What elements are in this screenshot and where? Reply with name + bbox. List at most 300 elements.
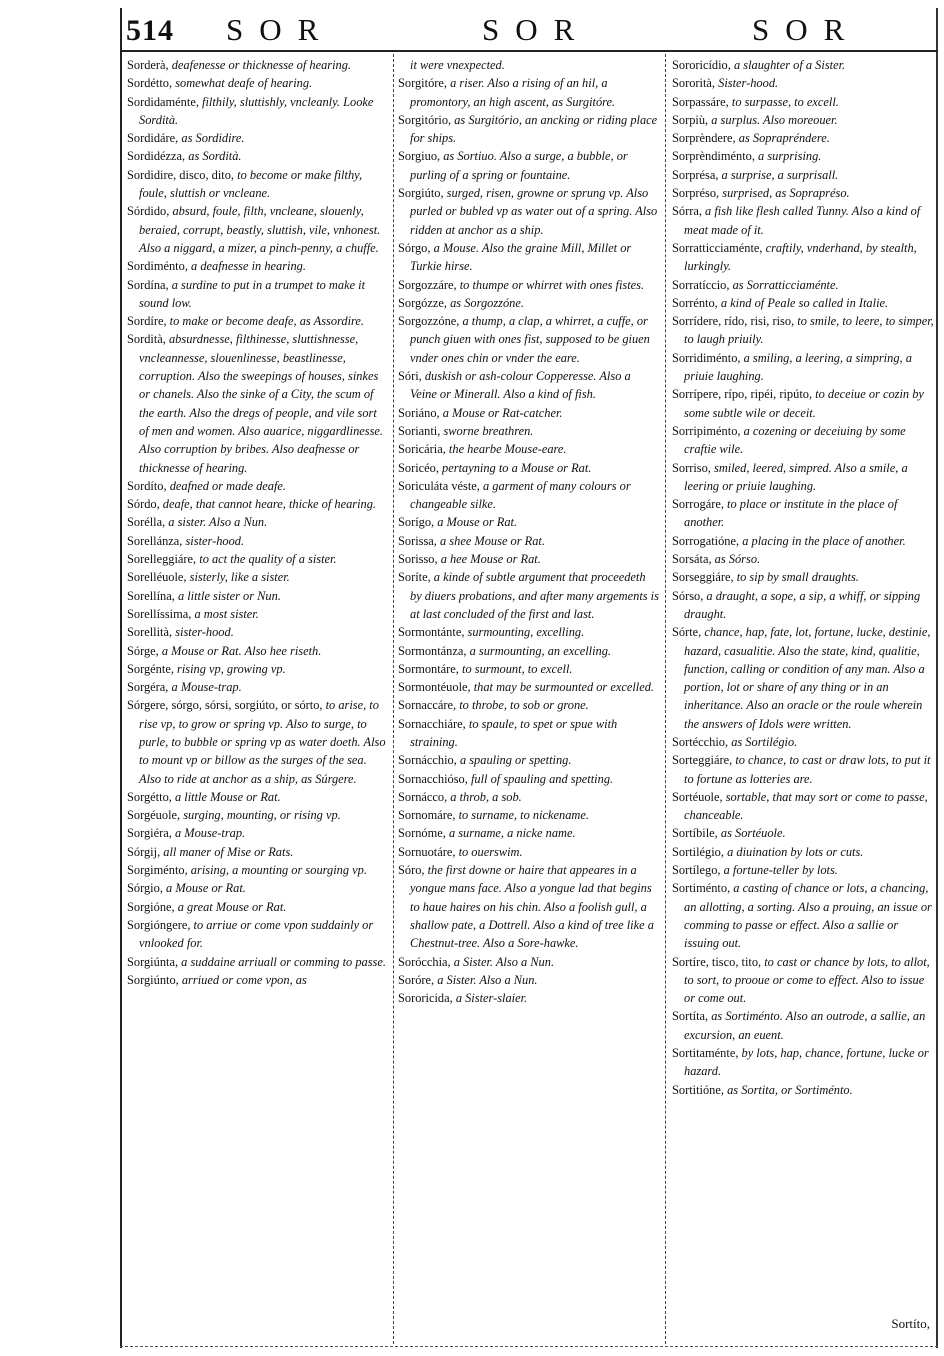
entry-headword: Sordétto, <box>127 76 173 91</box>
entry-headword: Sordità, <box>127 332 166 347</box>
entry-headword: Sorgiuo, <box>398 149 441 164</box>
entry-definition: as Sórso. <box>711 552 761 567</box>
entry-headword: Sortiménto, <box>672 881 731 896</box>
dictionary-entry <box>127 788 387 806</box>
dictionary-entry <box>672 93 934 111</box>
entry-headword: Sorseggiáre, <box>672 570 734 585</box>
dictionary-entry <box>672 788 934 825</box>
dictionary-entry <box>398 367 660 404</box>
entry-definition: Sister-hood. <box>715 76 779 91</box>
dictionary-entry <box>127 642 387 660</box>
entry-headword: Sornuotáre, <box>398 844 456 859</box>
entry-headword: Sortitaménte, <box>672 1046 739 1061</box>
entry-headword: Sororità, <box>672 76 716 91</box>
entry-headword: Sorrídere, rído, risi, riso, <box>672 314 795 329</box>
entry-headword: Sordidire, disco, dito, <box>127 167 235 182</box>
entry-headword: Sórgere, sórgo, sórsi, sorgiúto, or sórto, <box>127 698 323 713</box>
dictionary-entry <box>672 459 934 496</box>
entry-definition: sortable, that may sort or come to passe, chanceable. <box>684 789 928 823</box>
entry-headword: Sortíre, tisco, tito, <box>672 954 762 969</box>
entry-definition: to deceiue or cozin by some subtle wile or deceit. <box>684 387 924 420</box>
dictionary-entry <box>398 239 660 276</box>
entry-definition: to smile, to leere, to simper, to laugh priuily. <box>684 314 934 347</box>
entry-definition: a most sister. <box>191 606 259 621</box>
dictionary-entry <box>672 276 934 294</box>
entry-definition: as Sortéuole. <box>717 826 786 841</box>
entry-headword: Sortílego, <box>672 863 721 878</box>
entry-definition: to surname, to nickename. <box>455 808 589 823</box>
entry-definition: arriued or come vpon, as <box>178 972 307 987</box>
entry-headword: Sorélla, <box>127 515 166 530</box>
dictionary-entry <box>127 843 387 861</box>
dictionary-entry <box>672 953 934 1008</box>
entry-headword: Sorprésa, <box>672 167 719 182</box>
dictionary-entry <box>672 129 934 147</box>
entry-headword: Sordidézza, <box>127 149 186 164</box>
dictionary-entry <box>398 147 660 184</box>
entry-definition: deafned or made deafe. <box>166 478 286 493</box>
entry-headword: Sormontéuole, <box>398 680 471 695</box>
dictionary-entry <box>672 1007 934 1044</box>
entry-definition: to surpasse, to excell. <box>728 94 839 109</box>
dictionary-entry <box>127 605 387 623</box>
dictionary-entry <box>672 843 934 861</box>
entry-definition: sister-hood. <box>182 533 245 548</box>
entry-headword: Sorrípere, rípo, ripéi, ripúto, <box>672 387 813 402</box>
entry-definition: a Mouse-trap. <box>171 826 246 841</box>
dictionary-entry <box>398 788 660 806</box>
entry-headword: Sórgio, <box>127 881 163 896</box>
entry-definition: to become or make filthy, foule, sluttish or vncleane. <box>139 167 363 201</box>
entry-definition: a cozening or deceiuing by some craftie wile. <box>684 423 906 457</box>
entry-definition: to cast or chance by lots, to allot, to sort, to prooue or come to effect. Also to issue or come out. <box>684 954 930 1006</box>
dictionary-entry <box>398 623 660 641</box>
dictionary-entry <box>127 276 387 313</box>
dictionary-entry <box>672 733 934 751</box>
entry-headword: Sóri, <box>398 369 422 384</box>
entry-definition: to ouerswim. <box>455 844 523 859</box>
entry-headword: Sórgo, <box>398 240 431 255</box>
entry-definition: to act the quality of a sister. <box>196 552 337 567</box>
dictionary-entry <box>398 477 660 514</box>
entry-headword: Sororicídio, <box>672 58 731 72</box>
dictionary-entry <box>398 806 660 824</box>
entry-headword: Sororicida, <box>398 991 453 1006</box>
dictionary-entry <box>672 166 934 184</box>
entry-definition: to sip by small draughts. <box>733 570 859 585</box>
entry-headword: Sordiménto, <box>127 259 188 274</box>
entry-headword: Sornácco, <box>398 789 448 804</box>
entry-headword: Sórso, <box>672 588 704 603</box>
entry-headword: Sorgózze, <box>398 295 447 310</box>
entry-definition: a surname, a nicke name. <box>445 826 576 841</box>
entry-definition: as Sortiuo. Also a surge, a bubble, or purling of a spring or fountaine. <box>410 149 628 182</box>
entry-headword: Sorgiúto, <box>398 186 444 201</box>
entry-definition: a Mouse or Rat. Also hee riseth. <box>158 643 322 658</box>
dictionary-entry <box>127 623 387 641</box>
entry-definition: a deafnesse in hearing. <box>187 259 306 274</box>
dictionary-entry <box>127 678 387 696</box>
entry-definition: a surprise, a surprisall. <box>718 167 839 182</box>
column-middle <box>398 56 660 1346</box>
entry-headword: Sordidaménte, <box>127 94 199 109</box>
entry-definition: as Surgitório, an ancking or riding place for ships. <box>410 112 658 146</box>
entry-headword: Sorriso, <box>672 460 711 475</box>
entry-headword: Sormontáre, <box>398 661 459 676</box>
entry-headword: Sórdo, <box>127 497 160 512</box>
dictionary-entry <box>398 294 660 312</box>
dictionary-entry <box>127 147 387 165</box>
entry-definition: a surplus. Also moreouer. <box>708 112 838 127</box>
entry-definition: a shee Mouse or Rat. <box>436 533 545 548</box>
entry-headword: Sorellíssima, <box>127 606 192 621</box>
entry-definition: as Sorratticciaménte. <box>729 277 839 292</box>
entry-headword: Sorprèndere, <box>672 131 736 146</box>
dictionary-entry <box>127 330 387 476</box>
entry-definition: a Mouse. Also the graine Mill, Millet or Turkie hirse. <box>410 240 632 274</box>
dictionary-entry <box>672 202 934 239</box>
entry-headword: Soriculáta véste, <box>398 478 480 493</box>
entry-definition: craftily, vnderhand, by stealth, lurkingly. <box>684 240 917 274</box>
entry-definition: pertayning to a Mouse or Rat. <box>438 460 592 475</box>
entry-definition: duskish or ash-colour Copperesse. Also a Veine or Minerall. Also a kind of fish. <box>410 369 631 402</box>
entry-headword: Sorgiménto, <box>127 863 188 878</box>
left-margin-rule <box>120 8 122 1348</box>
entry-headword: Sorgozzáre, <box>398 277 457 292</box>
dictionary-entry <box>398 715 660 752</box>
dictionary-entry <box>398 696 660 714</box>
entry-definition: as Sortiménto. Also an outrode, a sallie, an excursion, an euent. <box>684 1009 926 1042</box>
entry-definition: a Sister. Also a Nun. <box>434 972 538 987</box>
entry-definition: the hearbe Mouse-eare. <box>445 442 567 457</box>
entry-definition: a Mouse-trap. <box>168 680 242 695</box>
entry-definition: a little sister or Nun. <box>174 588 281 603</box>
entry-headword: Sorgiúnta, <box>127 954 179 969</box>
entry-definition: a throb, a sob. <box>447 789 522 804</box>
entry-definition: a Mouse or Rat. <box>434 515 518 530</box>
entry-definition: a kind of Peale so called in Italie. <box>717 295 889 310</box>
dictionary-entry <box>672 587 934 624</box>
entry-headword: Sortíbile, <box>672 826 718 841</box>
dictionary-entry <box>672 239 934 276</box>
entry-headword: Sorgozzóne, <box>398 314 460 329</box>
entry-headword: Sortéuole, <box>672 789 723 804</box>
entry-headword: Sordíre, <box>127 314 167 329</box>
dictionary-entry <box>672 532 934 550</box>
entry-definition: a little Mouse or Rat. <box>171 789 281 804</box>
entry-definition: a garment of many colours or changeable silke. <box>410 478 631 512</box>
entry-headword: Sorgéra, <box>127 680 169 695</box>
dictionary-entry <box>127 532 387 550</box>
dictionary-entry <box>398 824 660 842</box>
dictionary-entry <box>672 1044 934 1081</box>
entry-headword: Sormontánte, <box>398 625 465 640</box>
header-rule <box>120 50 938 52</box>
entry-headword: Sorgéuole, <box>127 808 181 823</box>
entry-headword: Sóro, <box>398 863 425 878</box>
dictionary-entry <box>672 184 934 202</box>
entry-definition: smiled, leered, simpred. Also a smile, a leering or priuie laughing. <box>684 460 908 493</box>
dictionary-entry <box>398 56 660 74</box>
entry-definition: surged, risen, growne or sprung vp. Also purled or bubled vp as water out of a spring. Also ridden at anchor as a ship. <box>410 186 658 237</box>
entry-headword: Sorellánza, <box>127 533 183 548</box>
dictionary-entry <box>127 513 387 531</box>
entry-definition: a spauling or spetting. <box>456 753 572 768</box>
dictionary-entry <box>398 751 660 769</box>
entry-headword: Sorellína, <box>127 588 175 603</box>
dictionary-entry <box>398 440 660 458</box>
dictionary-entry <box>672 623 934 733</box>
catchword: Sortíto, <box>891 1316 930 1331</box>
dictionary-entry <box>672 568 934 586</box>
dictionary-entry <box>398 513 660 531</box>
dictionary-entry <box>127 202 387 257</box>
dictionary-entry <box>672 385 934 422</box>
dictionary-entry <box>127 953 387 971</box>
entry-definition: a Sister-slaier. <box>452 991 528 1006</box>
entry-headword: Sórge, <box>127 643 159 658</box>
entry-definition: sworne breathren. <box>440 423 534 438</box>
entry-headword: Sórgij, <box>127 844 161 859</box>
dictionary-entry <box>127 550 387 568</box>
entry-definition: surging, mounting, or rising vp. <box>180 808 341 823</box>
entry-definition: it were vnexpected. <box>410 58 505 72</box>
entry-definition: a fortune-teller by lots. <box>720 863 838 878</box>
dictionary-entry <box>672 74 934 92</box>
dictionary-entry <box>672 824 934 842</box>
entry-definition: that may be surmounted or excelled. <box>470 680 655 695</box>
entry-headword: Sorpréso, <box>672 186 720 201</box>
entry-definition: the first downe or haire that appeares in a yongue mans face. Also a yongue lad that begins to haue haires on his chin. Also a foolish gull, a shallow pate, a Dottrell. Also a kind of tree like a Chestnut-tree. Also a Sore-hawke. <box>410 863 654 951</box>
right-margin-rule <box>936 8 938 1348</box>
dictionary-entry <box>127 971 387 989</box>
running-head-right: SOR <box>752 12 861 47</box>
entry-headword: Sorratticciaménte, <box>672 240 763 255</box>
dictionary-entry <box>672 1081 934 1099</box>
dictionary-entry <box>127 879 387 897</box>
entry-definition: by lots, hap, chance, fortune, lucke or hazard. <box>684 1046 929 1079</box>
dictionary-entry <box>127 257 387 275</box>
entry-definition: as Sortita, or Sortiménto. <box>723 1082 853 1097</box>
entry-headword: Sorgitóre, <box>398 76 447 91</box>
dictionary-entry <box>127 696 387 787</box>
entry-definition: a diuination by lots or cuts. <box>723 844 864 859</box>
dictionary-entry <box>398 971 660 989</box>
dictionary-entry <box>398 568 660 623</box>
entry-headword: Sorratíccio, <box>672 277 730 292</box>
dictionary-entry <box>398 459 660 477</box>
entry-headword: Sorgiúnto, <box>127 972 179 987</box>
entry-definition: as Sordidire. <box>178 131 245 146</box>
entry-headword: Sortécchio, <box>672 734 729 749</box>
entry-headword: Sordína, <box>127 277 169 292</box>
entry-headword: Sorianti, <box>398 423 441 438</box>
dictionary-entry <box>398 660 660 678</box>
entry-definition: chance, hap, fate, lot, fortune, lucke, destinie, hazard, casualitie. Also the state, kind, qualitie, function, calling or condition of any man. Also a portion, lot or share of any thing or in an inheritance. Also an oracle or the roule wherein the answers of Idols were written. <box>684 625 931 731</box>
dictionary-entry <box>127 660 387 678</box>
entry-definition: a surdine to put in a trumpet to make it sound low. <box>139 277 366 310</box>
dictionary-entry <box>127 56 387 74</box>
dictionary-entry <box>127 568 387 586</box>
entry-definition: somewhat deafe of hearing. <box>172 76 313 91</box>
entry-headword: Sórdido, <box>127 204 170 219</box>
dictionary-entry <box>672 111 934 129</box>
entry-definition: a sister. Also a Nun. <box>165 515 268 530</box>
dictionary-entry <box>127 93 387 130</box>
entry-headword: Sorelleggiáre, <box>127 552 197 567</box>
entry-headword: Sortilégio, <box>672 844 724 859</box>
dictionary-entry <box>672 349 934 386</box>
entry-headword: Sorissa, <box>398 533 437 548</box>
dictionary-entry <box>127 74 387 92</box>
entry-headword: Sortitióne, <box>672 1082 724 1097</box>
column-separator <box>665 54 666 1344</box>
dictionary-entry <box>398 770 660 788</box>
entry-definition: to surmount, to excell. <box>458 661 573 676</box>
dictionary-entry <box>398 953 660 971</box>
dictionary-entry <box>672 751 934 788</box>
entry-definition: absurd, foule, filth, vncleane, slouenly, beraied, corrupt, beastly, sluttish, vile, vnhonest. Also a niggard, a mizer, a pinch-penny, a chuffe. <box>139 204 381 255</box>
entry-definition: all maner of Mise or Rats. <box>160 844 294 859</box>
entry-definition: sisterly, like a sister. <box>186 570 290 585</box>
entry-headword: Sornomáre, <box>398 808 456 823</box>
entry-headword: Sornacchiáre, <box>398 716 466 731</box>
entry-definition: a slaughter of a Sister. <box>730 58 846 72</box>
entry-definition: to spaule, to spet or spue with straining. <box>410 716 618 749</box>
dictionary-entry <box>127 166 387 203</box>
entry-definition: a surprising. <box>754 149 822 164</box>
entry-definition: a hee Mouse or Rat. <box>437 552 541 567</box>
entry-headword: Sorpassáre, <box>672 94 729 109</box>
entry-headword: Sorridiménto, <box>672 350 741 365</box>
dictionary-entry <box>398 532 660 550</box>
entry-headword: Sorrénto, <box>672 295 718 310</box>
entry-headword: Sorgitório, <box>398 112 452 127</box>
page-header <box>0 0 944 50</box>
entry-definition: to arise, to rise vp, to grow or spring vp. Also to surge, to purle, to bubble or spring vp as water doeth. Also to mount vp or billow as the surges of the sea. Also to ride at anchor as a ship, as Súrgere. <box>139 698 386 786</box>
entry-definition: arising, a mounting or sourging vp. <box>187 863 367 878</box>
entry-headword: Sornaccáre, <box>398 698 457 713</box>
dictionary-entry <box>672 422 934 459</box>
column-right <box>672 56 934 1346</box>
entry-headword: Soróre, <box>398 972 435 987</box>
entry-definition: deafenesse or thicknesse of hearing. <box>168 58 352 72</box>
entry-headword: Sórte, <box>672 625 702 640</box>
dictionary-entry <box>398 989 660 1007</box>
entry-headword: Sorócchia, <box>398 954 451 969</box>
entry-headword: Sorgióne, <box>127 899 175 914</box>
dictionary-entry <box>398 404 660 422</box>
entry-definition: surprised, as Soprapréso. <box>719 186 850 201</box>
dictionary-entry <box>127 916 387 953</box>
entry-definition: to throbe, to sob or grone. <box>456 698 589 713</box>
dictionary-entry <box>127 806 387 824</box>
dictionary-entry <box>672 294 934 312</box>
entry-definition: to thumpe or whirret with ones fistes. <box>456 277 645 292</box>
dictionary-entry <box>672 861 934 879</box>
dictionary-entry <box>127 824 387 842</box>
entry-definition: a fish like flesh called Tunny. Also a kind of meat made of it. <box>684 204 921 237</box>
entry-headword: Sorprèndiménto, <box>672 149 755 164</box>
entry-headword: Sorgióngere, <box>127 917 191 932</box>
entry-definition: rising vp, growing vp. <box>173 661 286 676</box>
dictionary-entry <box>127 587 387 605</box>
entry-definition: a riser. Also a rising of an hil, a promontory, an high ascent, as Surgitóre. <box>410 76 616 109</box>
entry-definition: a smiling, a leering, a simpring, a priuie laughing. <box>684 350 912 384</box>
dictionary-entry <box>398 74 660 111</box>
entry-definition: to make or become deafe, as Assordire. <box>166 314 364 329</box>
entry-headword: Sormontánza, <box>398 643 467 658</box>
dictionary-entry <box>398 861 660 952</box>
running-head-center: SOR <box>482 12 591 47</box>
entry-definition: as Sortilégio. <box>728 734 798 749</box>
dictionary-entry <box>127 861 387 879</box>
entry-headword: Soricéo, <box>398 460 439 475</box>
dictionary-entry <box>127 129 387 147</box>
entry-headword: Soriáno, <box>398 405 440 420</box>
dictionary-entry <box>127 898 387 916</box>
entry-definition: filthily, sluttishly, vncleanly. Looke Sordità. <box>139 94 374 127</box>
entry-definition: a Mouse or Rat. <box>162 881 246 896</box>
entry-headword: Soríte, <box>398 570 431 585</box>
entry-definition: a kinde of subtle argument that proceedeth by diuers probations, and after many argements is at last concluded of the first and last. <box>410 570 659 621</box>
dictionary-entry <box>398 276 660 294</box>
entry-definition: absurdnesse, filthinesse, sluttishnesse, vncleannesse, slouenlinesse, beastlinesse, corruption. Also the sweepings of houses, sinkes or chanels. Also the sinke of a City, the scum of the earth. Also the dregs of people, and vile sort of men and women. Also auarice, niggardlinesse. Also corruption by bribes. Also deafnesse or thicknesse of hearing. <box>139 332 384 475</box>
entry-headword: Sorrogáre, <box>672 497 724 512</box>
dictionary-entry <box>672 312 934 349</box>
entry-definition: full of spauling and spetting. <box>467 771 614 786</box>
dictionary-entry <box>127 312 387 330</box>
entry-headword: Sorderà, <box>127 58 169 72</box>
dictionary-entry <box>672 550 934 568</box>
entry-headword: Sorteggiáre, <box>672 753 733 768</box>
dictionary-entry <box>398 422 660 440</box>
entry-definition: to arriue or come vpon suddainly or vnlooked for. <box>139 917 374 951</box>
entry-headword: Sorellità, <box>127 625 173 640</box>
entry-headword: Sorripiménto, <box>672 423 741 438</box>
running-head-left: SOR <box>226 12 335 47</box>
footer-rule <box>120 1346 938 1347</box>
entry-headword: Soricária, <box>398 442 446 457</box>
entry-definition: a great Mouse or Rat. <box>174 899 287 914</box>
entry-definition: a casting of chance or lots, a chancing, an allotting, a sorting. Also a prouing, an issue or comming to passe or effect. Also a sallie or issuing out. <box>684 881 932 951</box>
dictionary-entry <box>398 678 660 696</box>
entry-headword: Sorelléuole, <box>127 570 187 585</box>
entry-headword: Sorgétto, <box>127 789 172 804</box>
dictionary-entry <box>127 477 387 495</box>
entry-definition: sister-hood. <box>172 625 234 640</box>
entry-headword: Sortíta, <box>672 1009 709 1024</box>
entry-definition: surmounting, excelling. <box>464 625 585 640</box>
entry-headword: Sorígo, <box>398 515 435 530</box>
dictionary-entry <box>672 879 934 952</box>
entry-headword: Sorisso, <box>398 552 438 567</box>
entry-headword: Sordidáre, <box>127 131 179 146</box>
column-left <box>127 56 387 1346</box>
entry-headword: Sornóme, <box>398 826 446 841</box>
entry-definition: as Soprapréndere. <box>735 131 830 146</box>
entry-headword: Sordíto, <box>127 478 167 493</box>
entry-headword: Sornacchióso, <box>398 771 468 786</box>
dictionary-entry <box>127 495 387 513</box>
dictionary-entry <box>672 56 934 74</box>
dictionary-entry <box>398 843 660 861</box>
entry-headword: Sorgénte, <box>127 661 174 676</box>
dictionary-entry <box>672 495 934 532</box>
entry-definition: a thump, a clap, a whirret, a cuffe, or punch giuen with ones fist, supposed to be giuen vnder ones chin or vnder the eare. <box>410 314 650 365</box>
entry-headword: Sorgiéra, <box>127 826 172 841</box>
entry-definition: as Sordità. <box>185 149 242 164</box>
